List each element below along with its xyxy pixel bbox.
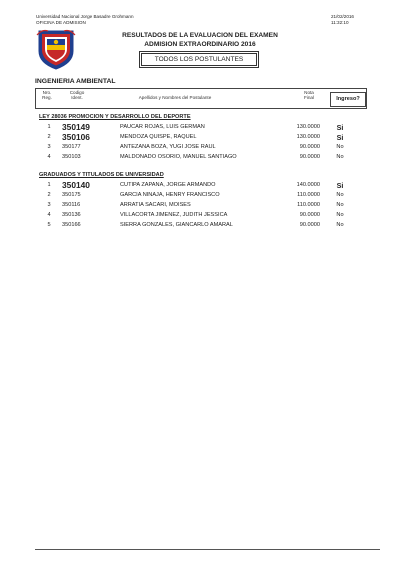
table-row (0, 222, 400, 232)
final-score: 90.0000 (299, 212, 320, 218)
report-title: RESULTADOS DE LA EVALUACION DEL EXAMEN (122, 32, 278, 39)
admission-status: No (336, 192, 344, 198)
report-subtitle: ADMISION EXTRAORDINARIO 2016 (144, 41, 256, 48)
table-row (0, 134, 400, 144)
career-title: INGENIERIA AMBIENTAL (35, 78, 116, 85)
table-row (0, 144, 400, 154)
col-ingreso-header: Ingreso? (330, 92, 366, 107)
final-score: 140.0000 (296, 182, 320, 188)
institution-name: Universidad Nacional Jorge Basadre Grohmann (36, 14, 134, 19)
applicant-name: VILLACORTA JIMENEZ, JUDITH JESSICA (120, 212, 228, 218)
applicant-code: 350175 (62, 192, 81, 198)
applicant-name: ARRATIA SACARI, MOISES (120, 202, 191, 208)
row-number: 4 (47, 212, 51, 218)
applicant-name: MALDONADO OSORIO, MANUEL SANTIAGO (120, 154, 237, 160)
applicant-name: MENDOZA QUISPE, RAQUEL (120, 134, 197, 140)
admission-status: Si (336, 123, 344, 132)
row-number: 4 (47, 154, 51, 160)
applicant-name: PAUCAR ROJAS, LUIS GERMAN (120, 124, 205, 130)
final-score: 90.0000 (299, 154, 320, 160)
admission-status: Si (336, 133, 344, 142)
final-score: 130.0000 (296, 134, 320, 140)
col-name-header: Apellidos y Nombres del Postulante (138, 95, 212, 100)
col-nota-header: Nota Final (304, 90, 314, 101)
office-name: OFICINA DE ADMISION (36, 19, 86, 25)
table-row (0, 202, 400, 212)
admission-status: No (336, 202, 344, 208)
table-row (0, 182, 400, 192)
row-number: 3 (47, 144, 51, 150)
applicant-name: CUTIPA ZAPANA, JORGE ARMANDO (120, 182, 216, 188)
applicant-code: 350140 (62, 180, 90, 190)
applicant-name: GARCIA NINAJA, HENRY FRANCISCO (120, 192, 220, 198)
section-title: GRADUADOS Y TITULADOS DE UNIVERSIDAD (39, 172, 164, 178)
admission-status: No (336, 222, 344, 228)
final-score: 90.0000 (299, 222, 320, 228)
print-date: 21/02/2016 (331, 14, 354, 19)
row-number: 5 (47, 222, 51, 228)
admission-status: No (336, 144, 344, 150)
applicant-name: ANTEZANA BOZA, YUGI JOSE RAUL (120, 144, 216, 150)
applicant-code: 350103 (62, 154, 81, 160)
row-number: 2 (47, 134, 51, 140)
col-nro-header: Nro. Reg. (42, 90, 52, 101)
section-title: LEY 28036 PROMOCION Y DESARROLLO DEL DEPORTE (39, 114, 191, 120)
admission-status: Si (336, 181, 344, 190)
col-code-header: Codigo Ident. (69, 90, 85, 101)
row-number: 1 (47, 124, 51, 130)
final-score: 110.0000 (297, 192, 320, 198)
applicant-code: 350136 (62, 212, 81, 218)
applicant-code: 350106 (62, 132, 90, 142)
row-number: 2 (47, 192, 51, 198)
applicant-name: SIERRA GONZALES, GIANCARLO AMARAL (120, 222, 233, 228)
applicant-code: 350166 (62, 222, 81, 228)
institution-header (36, 14, 134, 25)
table-row (0, 154, 400, 164)
admission-status: No (336, 154, 344, 160)
footer-divider (35, 549, 380, 550)
final-score: 130.0000 (296, 124, 320, 130)
admission-status: No (336, 212, 344, 218)
final-score: 110.0000 (297, 202, 320, 208)
table-row (0, 212, 400, 222)
applicant-filter-label: TODOS LOS POSTULANTES (141, 53, 257, 66)
row-number: 3 (47, 202, 51, 208)
applicant-code: 350116 (62, 202, 81, 208)
applicant-code: 350177 (62, 144, 81, 150)
print-timestamp (331, 14, 354, 25)
print-time: 11:32:10 (331, 19, 349, 25)
applicant-code: 350149 (62, 122, 90, 132)
final-score: 90.0000 (299, 144, 320, 150)
table-row (0, 192, 400, 202)
row-number: 1 (47, 182, 51, 188)
